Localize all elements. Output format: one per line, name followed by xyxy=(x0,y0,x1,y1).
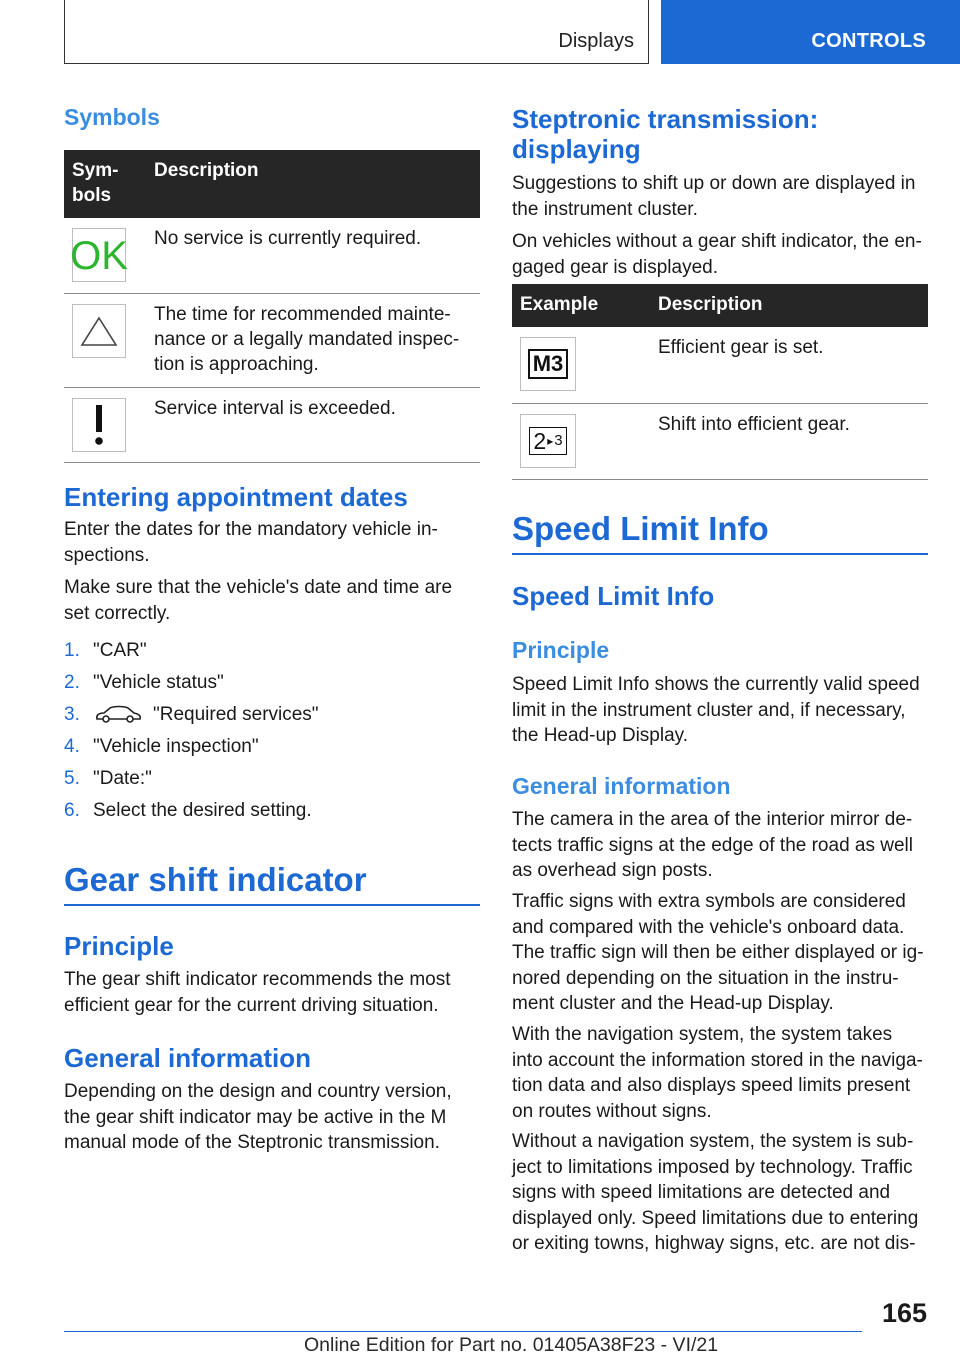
svg-text:OK: OK xyxy=(70,234,128,278)
speed-principle-text: Speed Limit Info shows the currently valid speed limit in the instrument cluster and, if necessary, the Head-up Display. xyxy=(512,674,920,746)
page-number: 165 xyxy=(881,1298,927,1328)
steptronic-table-wrapper xyxy=(512,284,928,480)
appointment-steps xyxy=(64,635,484,827)
speed-general-para-3: With the navigation system, the system takes into account the information stored in the naviga‐ tion data and also displays speed limits present on routes without signs. xyxy=(512,1024,923,1122)
symbols-col-header: Sym‐ bols xyxy=(64,150,146,218)
header-section-tab xyxy=(64,0,649,64)
appointment-para-1: Enter the dates for the mandatory vehicle in‐ spections. xyxy=(64,519,438,566)
header-section-title: Displays xyxy=(558,30,634,52)
list-item: 6. Select the desired setting. xyxy=(64,800,312,821)
gear-heading: Gear shift indicator xyxy=(64,861,367,898)
table-row xyxy=(64,293,480,387)
steptronic-table xyxy=(512,284,928,480)
footer-rule xyxy=(64,1331,862,1332)
example-col-header: Example xyxy=(512,284,650,327)
speed-general-para-1: The camera in the area of the interior mirror de‐ tects traffic signs at the edge of the road as well as overhead sign posts. xyxy=(512,809,913,881)
car-icon xyxy=(93,699,149,731)
steptronic-para-1: Suggestions to shift up or down are displayed in the instrument cluster. xyxy=(512,173,916,220)
list-item: 2. "Vehicle status" xyxy=(64,672,224,693)
table-row xyxy=(512,327,928,403)
speed-general-para-4: Without a navigation system, the system is sub‐ ject to limitations imposed by technology. Traffic signs with speed limitations are detected and displayed only. Speed limitations due to entering or exiting towns, highway signs, etc. are not dis‐ xyxy=(512,1131,919,1254)
table-row xyxy=(64,218,480,293)
arrow-right-icon: ▸ xyxy=(547,433,554,448)
speed-general-para-2: Traffic signs with extra symbols are considered and compared with the vehicle's onboard data. The traffic sign will then be either displayed or ig‐ nored depending on the situation in the instru‐ ment cluster and the Head-up Display. xyxy=(512,891,924,1014)
table-row xyxy=(512,403,928,479)
description-col-header: Description xyxy=(650,284,928,327)
symbols-heading: Symbols xyxy=(64,104,160,130)
appointment-heading: Entering appointment dates xyxy=(64,482,408,512)
list-item: 5. "Date:" xyxy=(64,768,152,789)
gear-principle-heading: Principle xyxy=(64,931,174,961)
footer-edition: Online Edition for Part no. 01405A38F23 - VI/21 xyxy=(304,1334,719,1356)
list-item: 1. "CAR" xyxy=(64,640,147,661)
header-chapter-title: CONTROLS xyxy=(811,30,926,52)
list-item: 4. "Vehicle inspection" xyxy=(64,736,259,757)
gear-general-heading: General information xyxy=(64,1043,312,1073)
speed-limit-heading: Speed Limit Info xyxy=(512,510,769,547)
warning-triangle-icon xyxy=(72,304,126,358)
speed-limit-heading-rule xyxy=(512,553,928,555)
ok-icon xyxy=(72,228,126,282)
row-description: Shift into efficient gear. xyxy=(650,403,928,479)
gear-principle-text: The gear shift indicator recommends the most efficient gear for the current driving situation. xyxy=(64,969,451,1016)
steptronic-heading: Steptronic transmission: displaying xyxy=(512,104,819,164)
row-description: Efficient gear is set. xyxy=(650,327,928,403)
gear-heading-rule xyxy=(64,904,480,906)
description-col-header: Description xyxy=(146,150,480,218)
appointment-para-2: Make sure that the vehicle's date and time are set correctly. xyxy=(64,577,453,624)
speed-general-heading: General information xyxy=(512,773,731,799)
shift-up-icon: 2 ▸ 3 xyxy=(520,414,576,468)
speed-limit-subheading: Speed Limit Info xyxy=(512,581,715,611)
exclamation-icon xyxy=(72,398,126,452)
list-item: 3. "Required services" xyxy=(64,699,484,731)
steptronic-para-2: On vehicles without a gear shift indicator, the en‐ gaged gear is displayed. xyxy=(512,231,922,278)
gear-m3-icon: M3 xyxy=(520,337,576,391)
symbols-table xyxy=(64,150,480,463)
speed-principle-heading: Principle xyxy=(512,637,610,663)
gear-general-text: Depending on the design and country version, the gear shift indicator may be active in the M manual mode of the Steptronic transmission. xyxy=(64,1081,452,1153)
row-description: The time for recommended mainte‐ nance or a legally mandated inspec‐ tion is approaching. xyxy=(146,293,480,387)
table-row xyxy=(64,387,480,462)
header-chapter-tab xyxy=(661,0,960,64)
symbols-table-wrapper xyxy=(64,150,480,463)
row-description: Service interval is exceeded. xyxy=(146,387,480,462)
row-description: No service is currently required. xyxy=(146,218,480,293)
